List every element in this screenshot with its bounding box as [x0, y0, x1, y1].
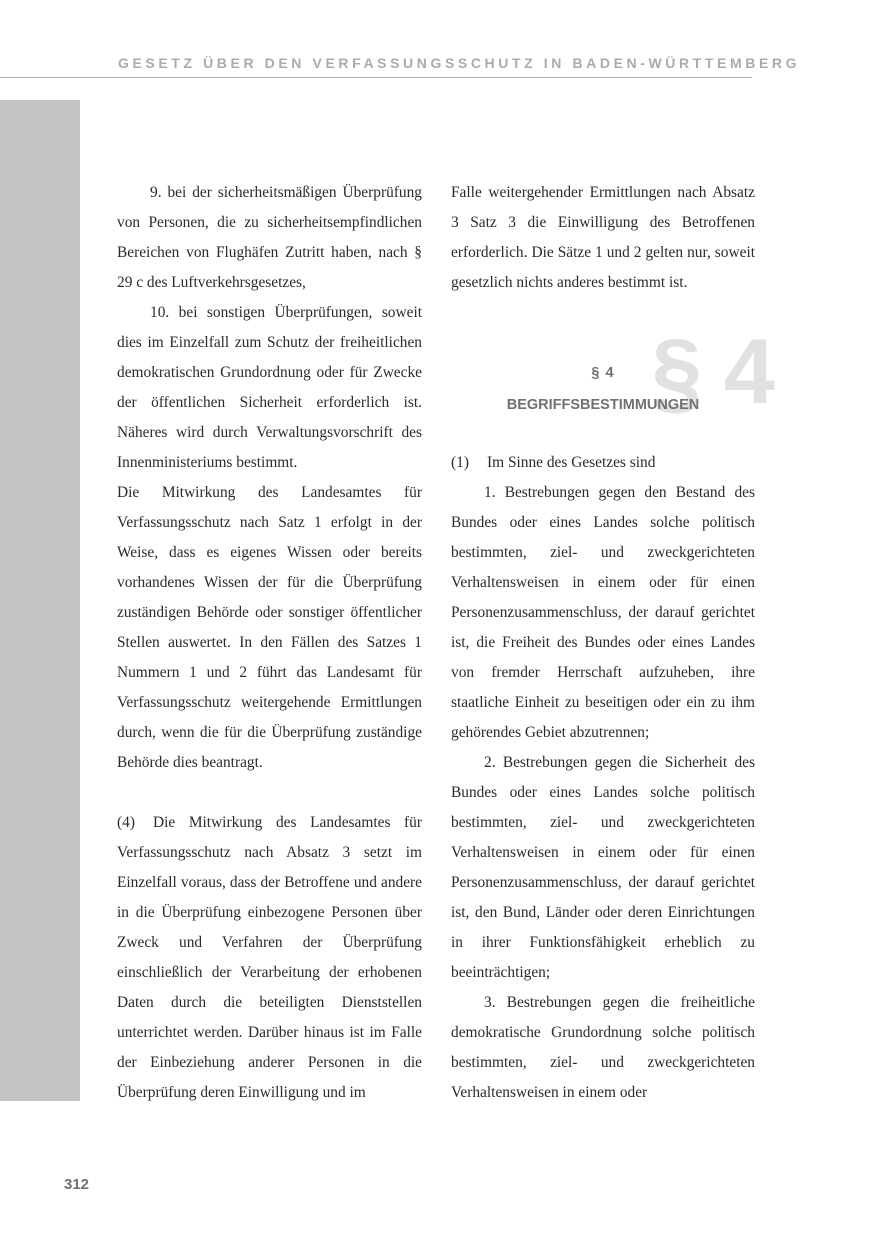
- paragraph-text: Im Sinne des Gesetzes sind: [487, 454, 656, 471]
- section-body: [451, 448, 755, 1108]
- list-item-1: 1. Bestrebungen gegen den Bestand des Bundes oder eines Landes solche politisch bestimmten, ziel- und zweckgerichteten Verhaltensweisen in einem oder für einen Personenzusammenschluss, der darauf gerichtet ist, die Freiheit des Bundes oder eines Landes von fremder Herrschaft aufzuheben, ihre staatliche Einheit zu beseitigen oder ein zu ihm gehörendes Gebiet abzutrennen;: [451, 484, 755, 741]
- paragraph-continuation-right: Falle weitergehender Ermittlungen nach Absatz 3 Satz 3 die Einwilligung des Betroffenen erforderlich. Die Sätze 1 und 2 gelten nur, soweit gesetzlich nichts anderes bestimmt ist.: [451, 184, 755, 291]
- page-number: 312: [64, 1176, 90, 1193]
- paragraph-number: (4): [117, 814, 135, 831]
- list-item-10: 10. bei sonstigen Überprüfungen, soweit dies im Einzelfall zum Schutz der freiheitlichen demokratischen Grundordnung oder für Zwecke der öffentlichen Sicherheit erforderlich ist. Näheres wird durch Verwaltungsvorschrift des Innenministeriums bestimmt.: [117, 304, 422, 471]
- section-watermark: § 4: [651, 321, 773, 423]
- paragraph-1: [451, 448, 755, 478]
- paragraph-text: Die Mitwirkung des Landesamtes für Verfassungsschutz nach Absatz 3 setzt im Einzelfall voraus, dass der Betroffene und andere in die Überprüfung einbezogene Personen über Zweck und Verfahren der Überprüfung einschließlich der Verarbeitung der erhobenen Daten durch die beteiligten Dienststellen unterrichtet werden. Darüber hinaus ist im Falle der Einbeziehung anderer Personen in die Überprüfung deren Einwilligung und im: [117, 814, 422, 1101]
- side-bar: [0, 100, 80, 1101]
- paragraph-gap: [117, 778, 422, 808]
- list-item-3: 3. Bestrebungen gegen die freiheitliche demokratische Grundordnung solche politisch bestimmten, ziel- und zweckgerichteten Verhaltensweisen in einem oder: [451, 994, 755, 1101]
- right-column: [451, 178, 773, 1101]
- list-item-9: 9. bei der sicherheitsmäßigen Überprüfung von Personen, die zu sicherheitsempfindlichen Bereichen von Flughäfen Zutritt haben, nach § 29 c des Luftverkehrsgesetzes,: [117, 184, 422, 291]
- running-header: GESETZ ÜBER DEN VERFASSUNGSSCHUTZ IN BADEN-WÜRTTEMBERG: [118, 55, 801, 71]
- section-title: BEGRIFFSBESTIMMUNGEN: [506, 397, 700, 413]
- list-item-2: 2. Bestrebungen gegen die Sicherheit des Bundes oder eines Landes solche politisch bestimmten, ziel- und zweckgerichteten Verhaltensweisen in einem oder für einen Personenzusammenschluss, der darauf gerichtet ist, den Bund, Länder oder deren Einrichtungen in ihrer Funktionsfähigkeit erheblich zu beeinträchtigen;: [451, 754, 755, 981]
- paragraph-4: [117, 808, 422, 1108]
- header-rule: [0, 77, 752, 78]
- left-column: [117, 178, 422, 1108]
- paragraph-number: (1): [451, 454, 469, 471]
- paragraph-continuation: Die Mitwirkung des Landesamtes für Verfassungsschutz nach Satz 1 erfolgt in der Weise, dass es eigenes Wissen oder bereits vorhandenes Wissen der für die Überprüfung zuständigen Behörde oder sonstiger öffentlicher Stellen auswertet. In den Fällen des Satzes 1 Nummern 1 und 2 führt das Landesamt für Verfassungsschutz weitergehende Ermittlungen durch, wenn die für die Überprüfung zuständige Behörde dies beantragt.: [117, 484, 422, 771]
- section-number: § 4: [591, 365, 615, 381]
